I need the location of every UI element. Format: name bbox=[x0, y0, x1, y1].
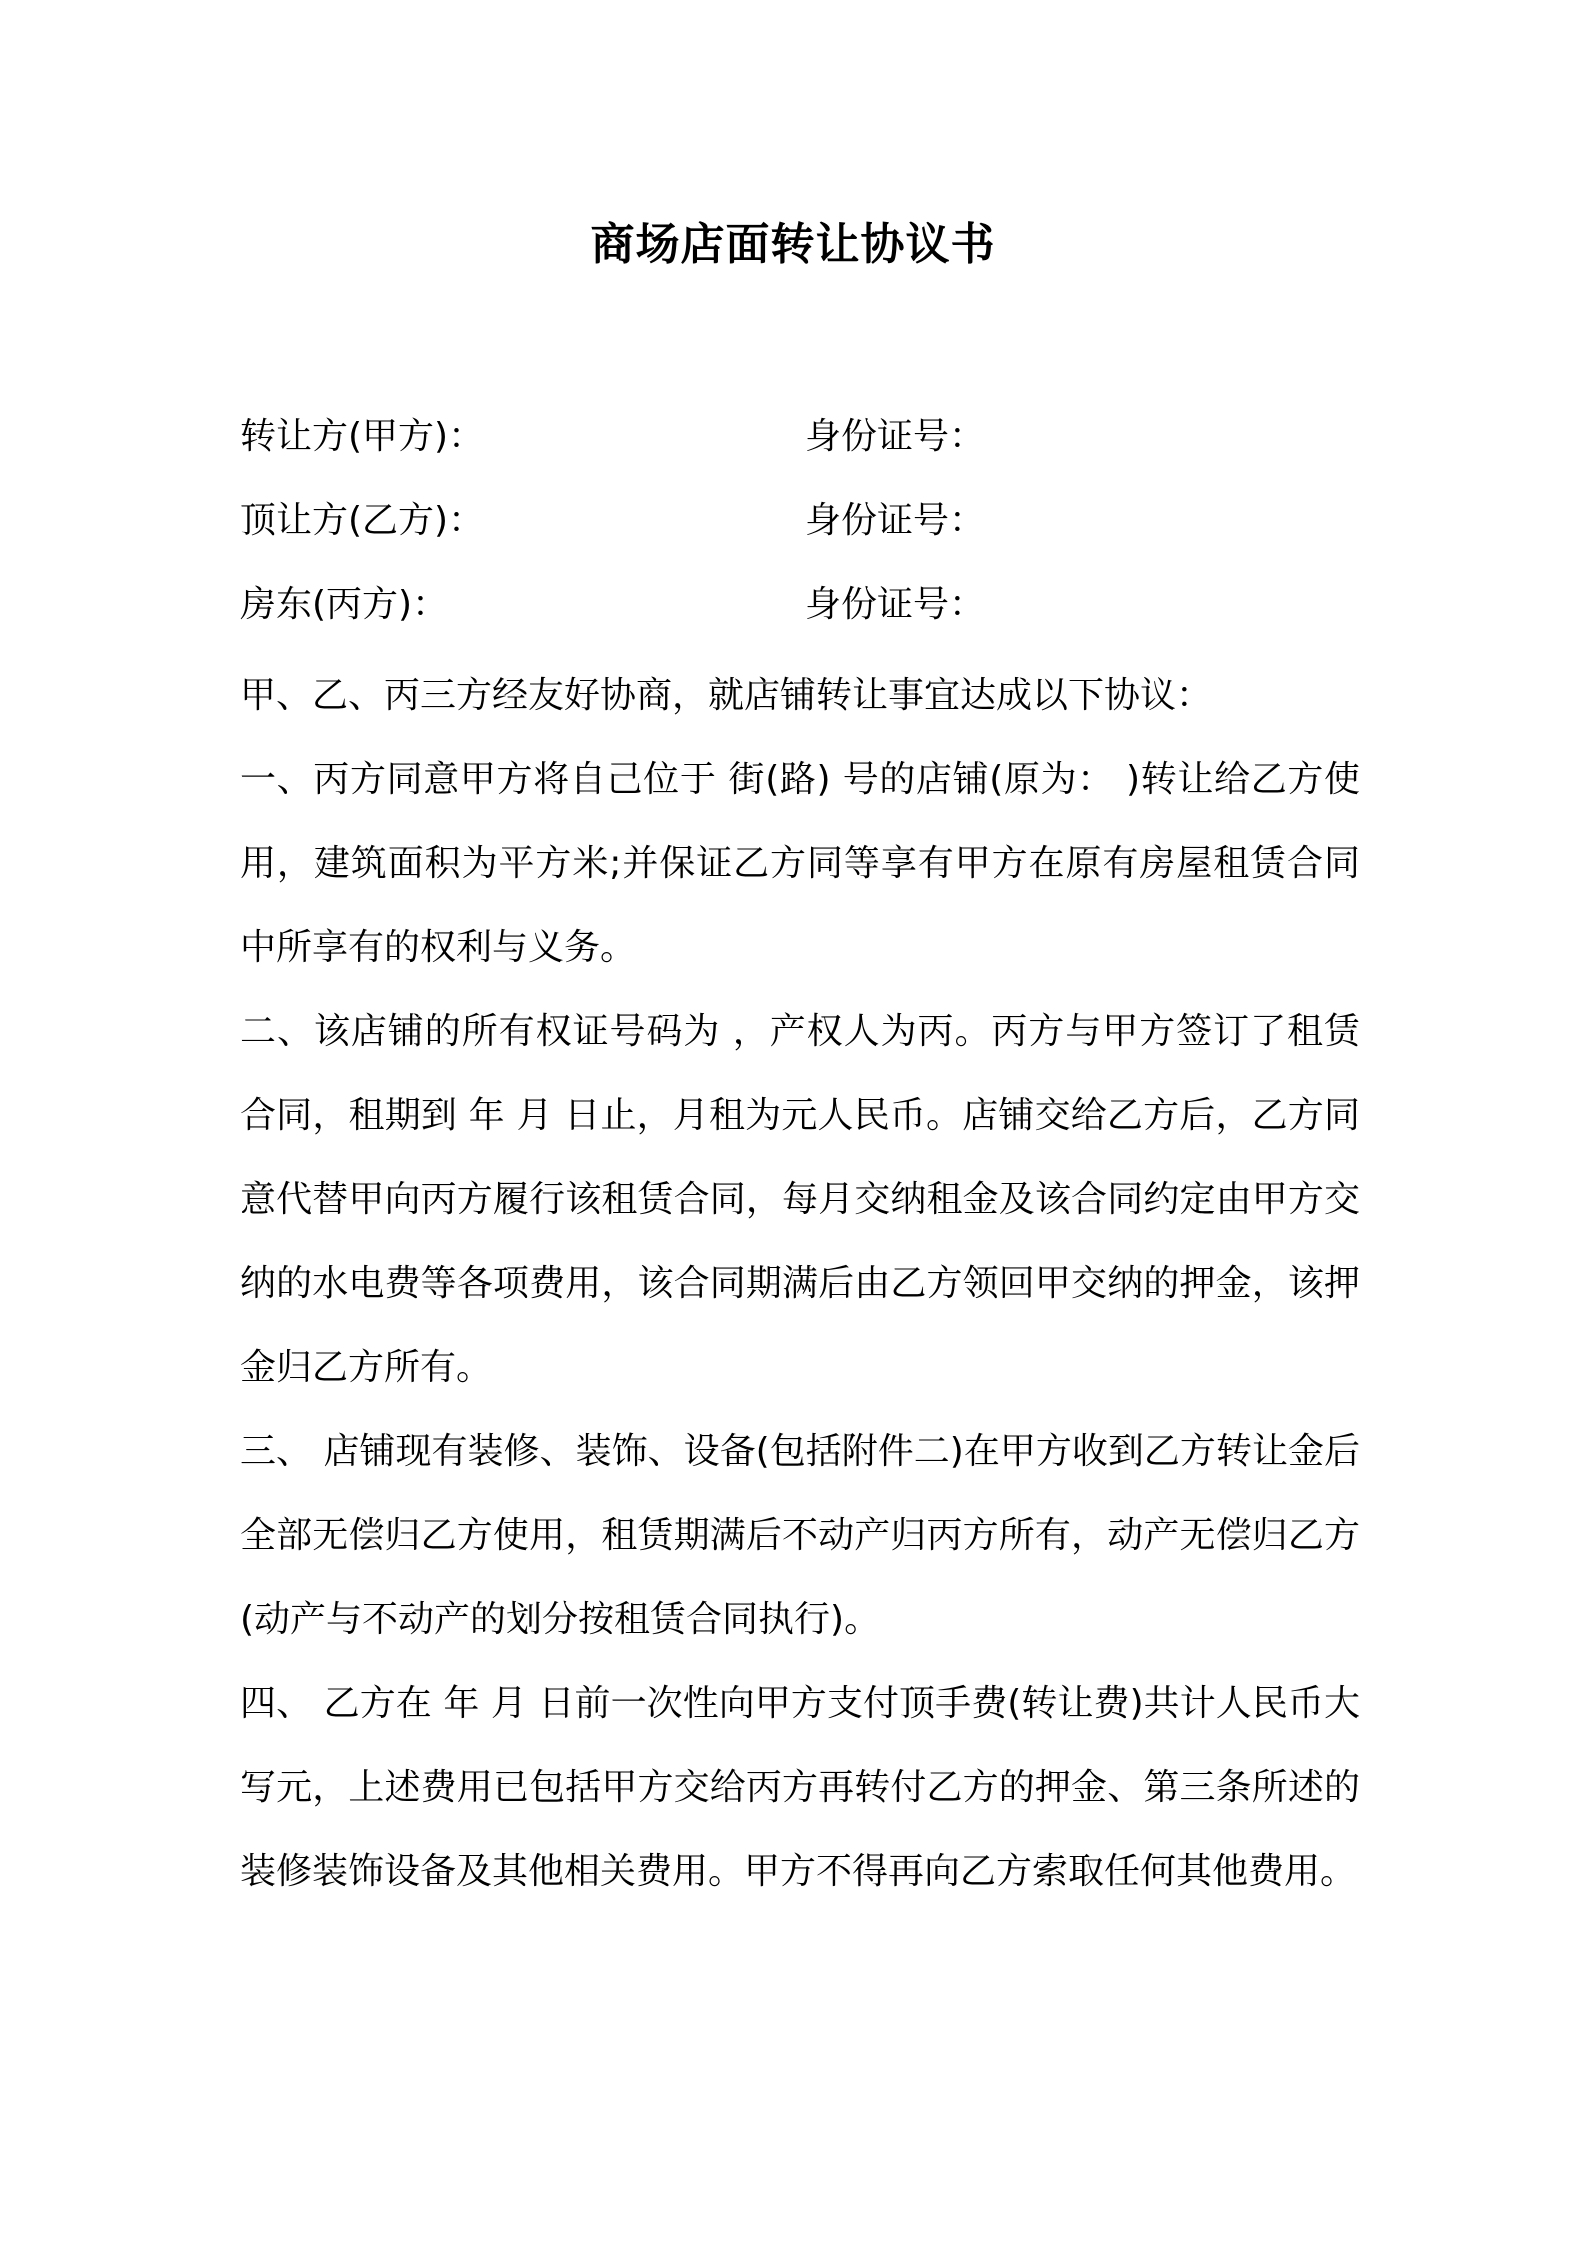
party-role-label: 转让方(甲方)： bbox=[240, 416, 485, 457]
document-title: 商场店面转让协议书 bbox=[590, 219, 996, 270]
intro-paragraph: 甲、乙、丙三方经友好协商，就店铺转让事宜达成以下协议： bbox=[240, 675, 1213, 716]
clause-3: 三、 店铺现有装修、装饰、设备(包括附件二)在甲方收到乙方转让金后全部无偿归乙方使用，租赁期满后不动产归丙方所有，动产无偿归乙方(动产与不动产的划分按租赁合同执行)。 bbox=[240, 1431, 1360, 1640]
party-row-transferor bbox=[240, 402, 1350, 486]
agreement-body bbox=[240, 654, 1360, 1914]
clause-4: 四、 乙方在 年 月 日前一次性向甲方支付顶手费(转让费)共计人民币大写元，上述费用已包括甲方交给丙方再转付乙方的押金、第三条所述的装修装饰设备及其他相关费用。甲方不得再向乙方索取任何其他费用。 bbox=[240, 1683, 1360, 1892]
party-id-label: 身份证号： bbox=[805, 500, 986, 541]
clause-2: 二、该店铺的所有权证号码为 ，产权人为丙。丙方与甲方签订了租赁合同，租期到 年 月 日止，月租为元人民币。店铺交给乙方后，乙方同意代替甲向丙方履行该租赁合同，每月交纳租金及该合同约定由甲方交纳的水电费等各项费用，该合同期满后由乙方领回甲交纳的押金，该押金归乙方所有。 bbox=[240, 1011, 1360, 1388]
party-row-transferee bbox=[240, 486, 1350, 570]
party-role-label: 顶让方(乙方)： bbox=[240, 500, 485, 541]
party-row-landlord bbox=[240, 570, 1350, 654]
parties-section bbox=[240, 402, 1350, 654]
party-role-label: 房东(丙方)： bbox=[240, 584, 449, 625]
party-id-label: 身份证号： bbox=[805, 416, 986, 457]
party-id-label: 身份证号： bbox=[805, 584, 986, 625]
clause-1: 一、丙方同意甲方将自己位于 街(路) 号的店铺(原为： )转让给乙方使用，建筑面积为平方米;并保证乙方同等享有甲方在原有房屋租赁合同中所享有的权利与义务。 bbox=[240, 759, 1360, 968]
